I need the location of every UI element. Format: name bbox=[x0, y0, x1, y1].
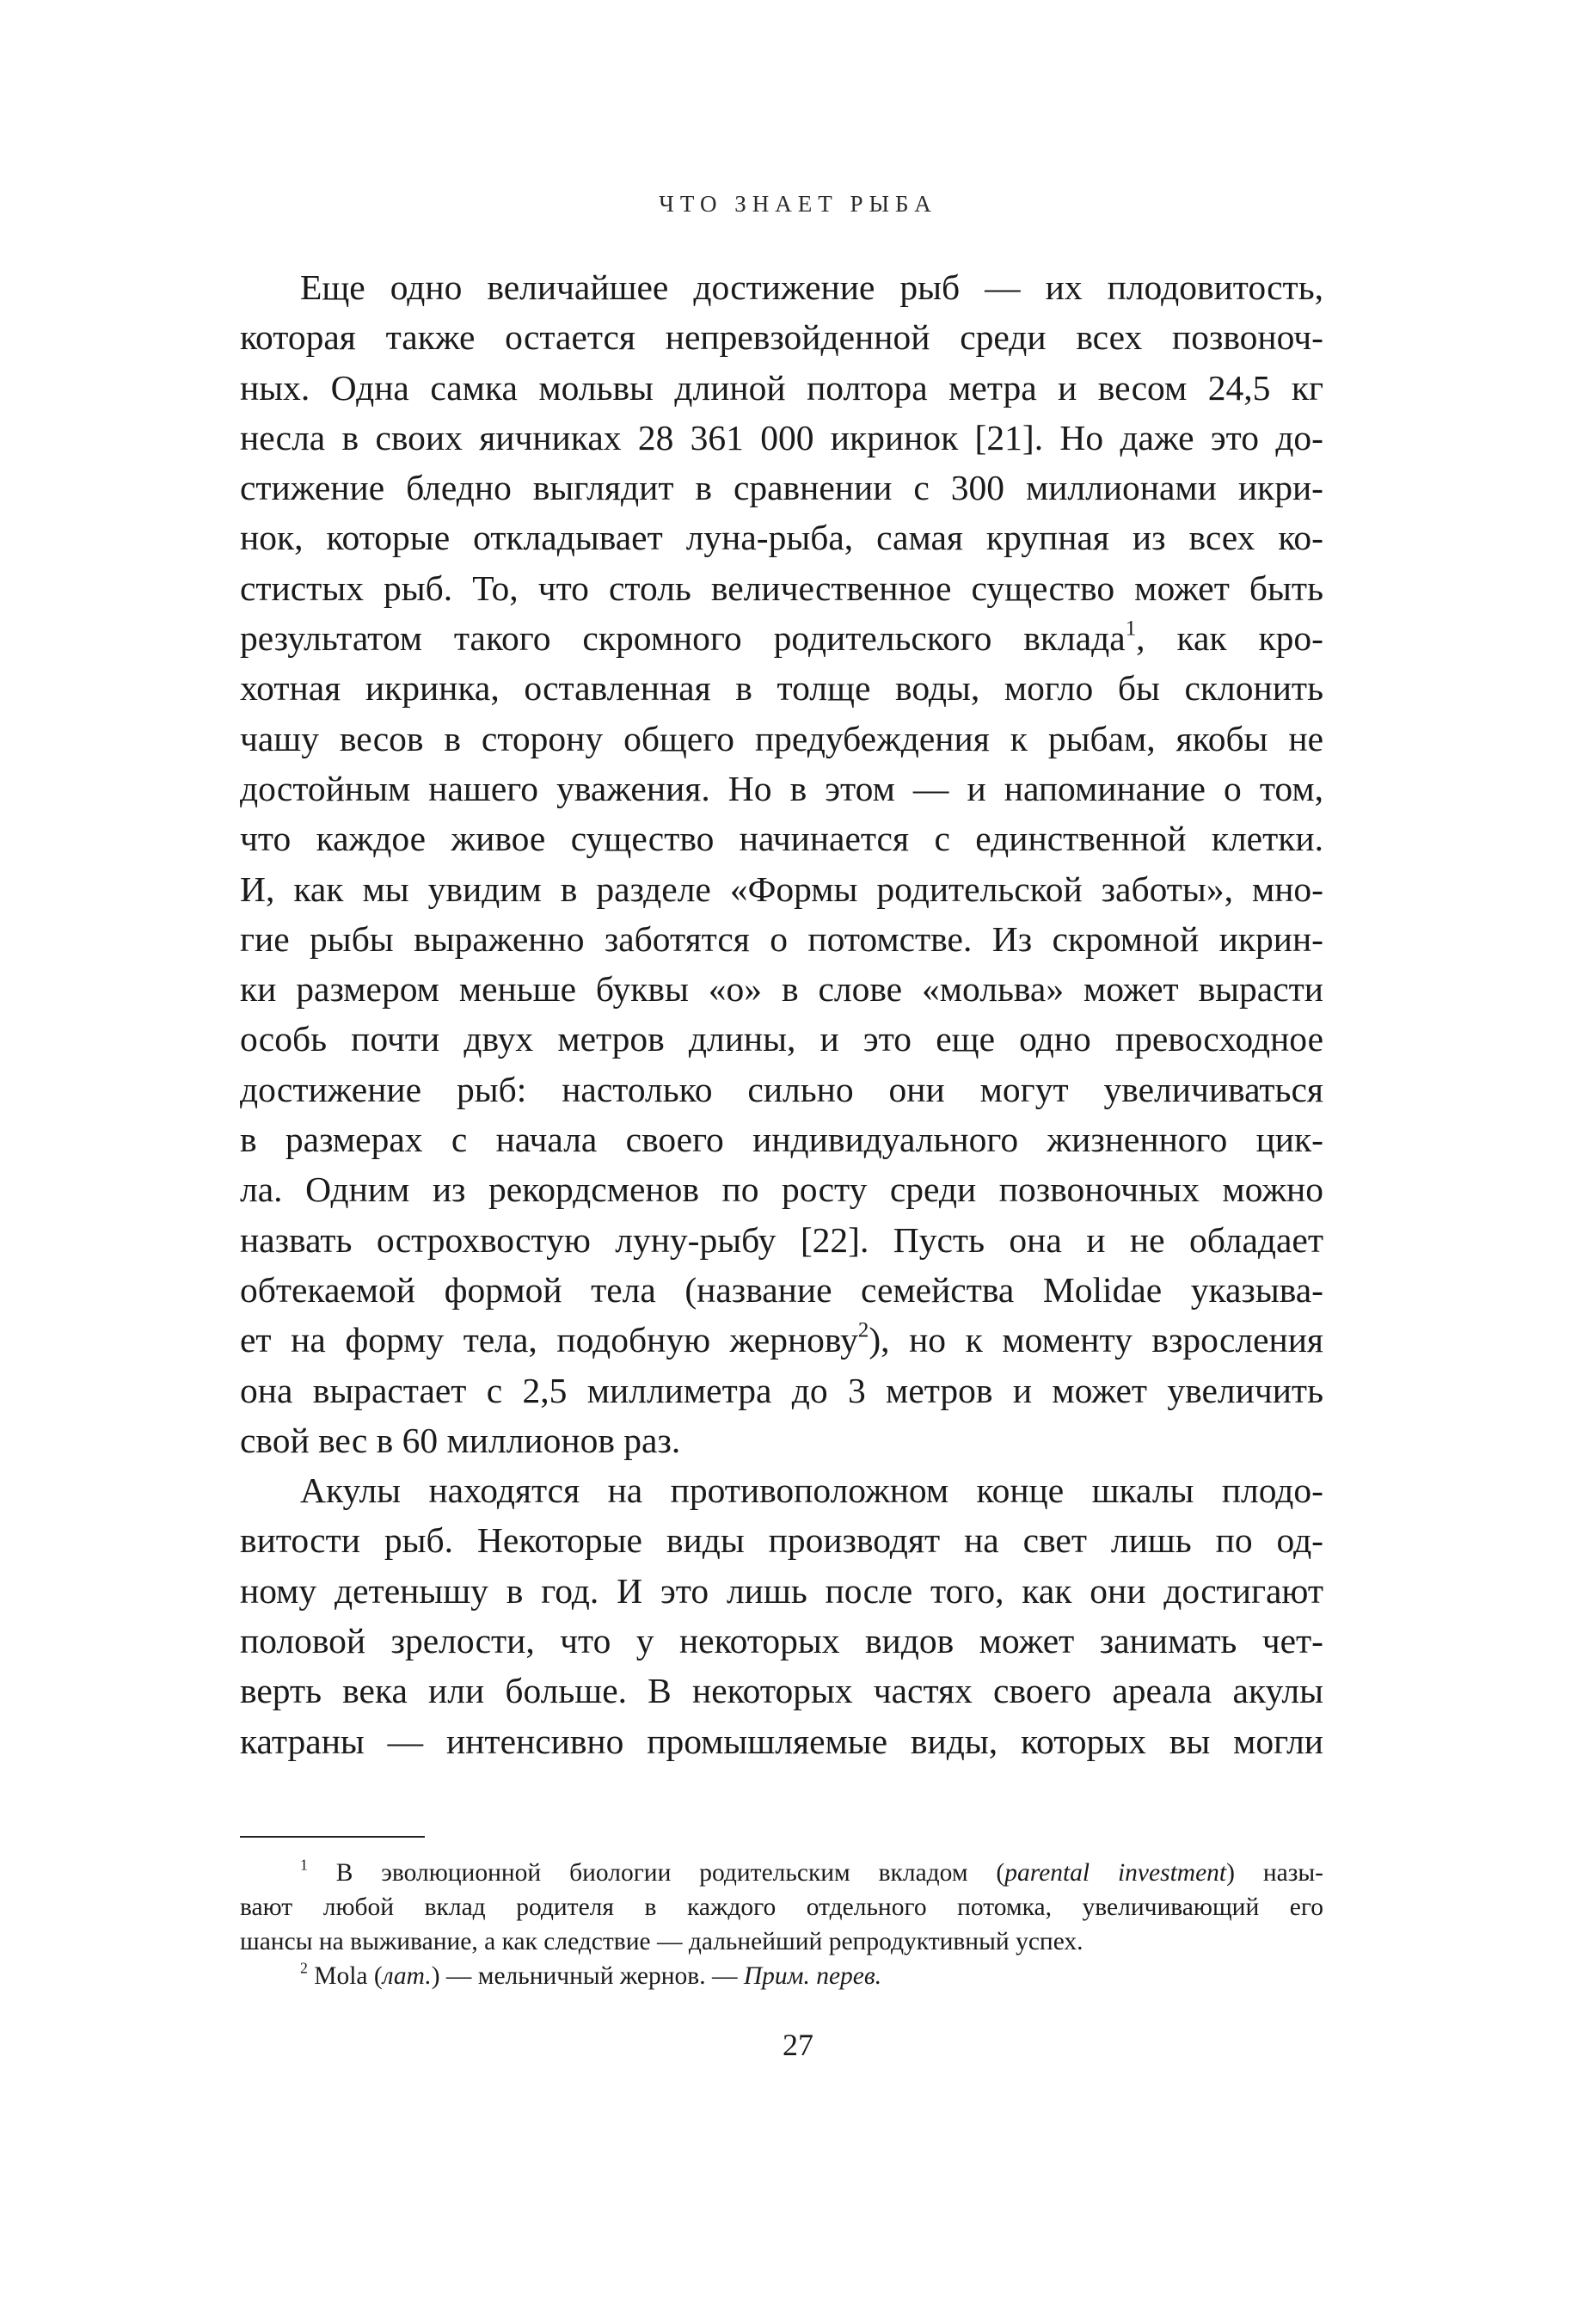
text-line: хотная икринка, оставленная в толще воды, могло бы склонить bbox=[240, 668, 1323, 709]
text-line: свой вес в 60 миллионов раз. bbox=[240, 1420, 681, 1460]
text-line bbox=[240, 1315, 1323, 1365]
text-line: ному детенышу в год. И это лишь после того, как они достигают bbox=[240, 1570, 1323, 1611]
text-segment: В эволюционной биологии родительским вкладом ( bbox=[335, 1859, 1005, 1887]
footnote-line: вают любой вклад родителя в каждого отдельного потомка, увеличивающий его bbox=[240, 1894, 1323, 1921]
italic-term: parental investment bbox=[1004, 1859, 1227, 1887]
text-line: гие рыбы выраженно заботятся о потомстве. Из скромной икрин- bbox=[240, 918, 1323, 959]
footnote-2 bbox=[240, 1959, 1323, 1993]
text-line: половой зрелости, что у некоторых видов может занимать чет- bbox=[240, 1621, 1323, 1661]
text-line: нок, которые откладывает луна-рыба, самая крупная из всех ко- bbox=[240, 518, 1323, 558]
text-line: ла. Одним из рекордсменов по росту среди позвоночных можно bbox=[240, 1169, 1323, 1210]
footnote-marker: 2 bbox=[300, 1959, 308, 1977]
text-line: достойным нашего уважения. Но в этом — и напоминание о том, bbox=[240, 768, 1323, 808]
text-segment: ) — мельничный жернов. — bbox=[431, 1962, 744, 1990]
text-line: которая также остается непревзойденной среди всех позвоноч- bbox=[240, 317, 1323, 358]
text-line: обтекаемой формой тела (название семейства Molidae указыва- bbox=[240, 1269, 1323, 1310]
text-segment: Mola ( bbox=[314, 1962, 383, 1990]
footnote-line: шансы на выживание, а как следствие — дальнейший репродуктивный успех. bbox=[240, 1928, 1083, 1955]
text-line: достижение рыб: настолько сильно они могут увеличиваться bbox=[240, 1069, 1323, 1109]
text-segment: ), но к моменту взросления bbox=[869, 1320, 1324, 1360]
footnote-1 bbox=[240, 1856, 1323, 1890]
body-text bbox=[240, 262, 1323, 1766]
text-line: катраны — интенсивно промышляемые виды, которых вы могли bbox=[240, 1721, 1323, 1761]
text-line: особь почти двух метров длины, и это еще одно превосходное bbox=[240, 1019, 1323, 1059]
text-line: чашу весов в сторону общего предубеждения к рыбам, якобы не bbox=[240, 718, 1323, 758]
footnote-marker: 1 bbox=[300, 1856, 308, 1874]
text-line: в размерах с начала своего индивидуального жизненного цик- bbox=[240, 1120, 1323, 1160]
italic-note: Прим. перев. bbox=[743, 1962, 882, 1990]
text-line: И, как мы увидим в разделе «Формы родительской заботы», мно- bbox=[240, 869, 1323, 909]
paragraph-2 bbox=[240, 1465, 1323, 1766]
text-segment: результатом такого скромного родительского вклада bbox=[240, 618, 1126, 659]
text-line: Акулы находятся на противоположном конце шкалы плодо- bbox=[300, 1470, 1323, 1511]
text-line: верть века или больше. В некоторых частях своего ареала акулы bbox=[240, 1671, 1323, 1711]
text-segment: ) назы- bbox=[1226, 1859, 1323, 1887]
page-number: 27 bbox=[783, 2028, 813, 2062]
running-head: ЧТО ЗНАЕТ РЫБА bbox=[659, 191, 937, 217]
text-line bbox=[240, 613, 1323, 663]
text-line: несла в своих яичниках 28 361 000 икринок [21]. Но даже это до- bbox=[240, 417, 1323, 457]
text-line: витости рыб. Некоторые виды производят на свет лишь по од- bbox=[240, 1520, 1323, 1561]
text-line: стижение бледно выглядит в сравнении с 300 миллионами икри- bbox=[240, 468, 1323, 508]
footnote-separator bbox=[240, 1836, 425, 1838]
text-line: она вырастает с 2,5 миллиметра до 3 метров и может увеличить bbox=[240, 1370, 1323, 1410]
footnotes bbox=[240, 1856, 1323, 1993]
footnote-ref-1[interactable]: 1 bbox=[1125, 617, 1137, 641]
text-line: стистых рыб. То, что столь величественное существо может быть bbox=[240, 568, 1323, 608]
text-line: что каждое живое существо начинается с единственной клетки. bbox=[240, 819, 1323, 859]
footnote-ref-2[interactable]: 2 bbox=[857, 1318, 869, 1342]
italic-term: лат. bbox=[382, 1962, 432, 1990]
text-segment: , как кро- bbox=[1136, 618, 1323, 659]
text-line: назвать острохвостую луну-рыбу [22]. Пусть она и не обладает bbox=[240, 1219, 1323, 1260]
paragraph-1 bbox=[240, 262, 1323, 1465]
text-line: ных. Одна самка мольвы длиной полтора метра и весом 24,5 кг bbox=[240, 367, 1323, 408]
text-line: ки размером меньше буквы «о» в слове «мольва» может вырасти bbox=[240, 969, 1323, 1010]
text-line: Еще одно величайшее достижение рыб — их плодовитость, bbox=[300, 267, 1323, 307]
text-segment: ет на форму тела, подобную жернову bbox=[240, 1320, 858, 1360]
